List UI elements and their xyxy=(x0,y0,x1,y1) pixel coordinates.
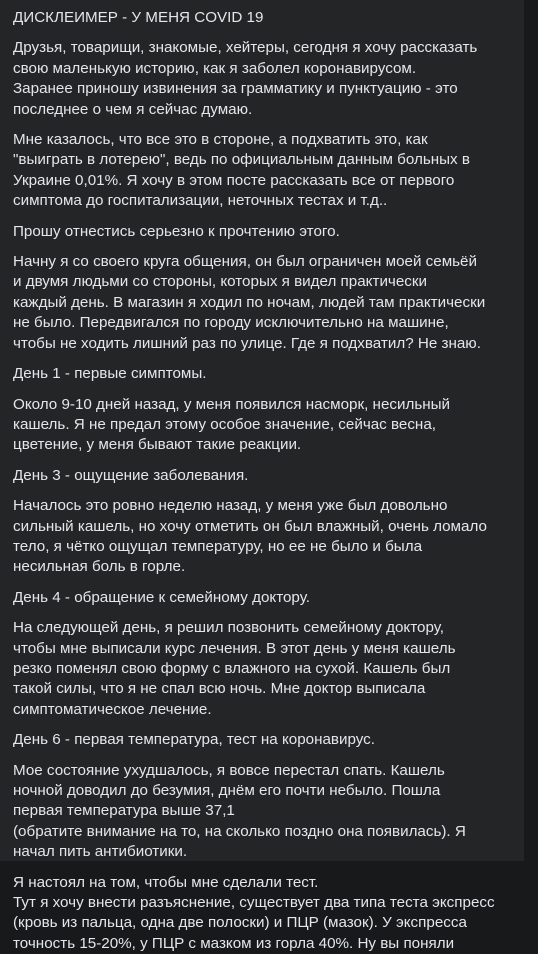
post-paragraph xyxy=(13,496,510,578)
post-text-line: Тут я хочу внести разъяснение, существует два типа теста экспресс xyxy=(13,894,495,912)
post-paragraphs xyxy=(13,38,510,954)
post-text-line: симптома до госпитализации, неточных тестах и т.д.. xyxy=(13,192,388,210)
post-paragraph xyxy=(13,38,510,120)
post-text-line: свою маленькую историю, как я заболел коронавирусом. xyxy=(13,59,417,77)
post-text-line: На следующей день, я решил позвонить семейному доктору, xyxy=(13,619,445,637)
post-paragraph xyxy=(13,252,510,354)
post-paragraph xyxy=(13,222,510,242)
post-text-line: "выиграть в лотерею", ведь по официальным данным больных в xyxy=(13,151,470,169)
post-text-line: Друзья, товарищи, знакомые, хейтеры, сегодня я хочу рассказать xyxy=(13,39,478,57)
post-text-line: точность 15-20%, у ПЦР с мазком из горла 40%. Ну вы поняли xyxy=(13,934,455,952)
post-text-line: День 3 - ощущение заболевания. xyxy=(13,466,249,484)
post-text-line: День 6 - первая температура, тест на коронавирус. xyxy=(13,731,375,749)
post-text-line: несильная боль в горле. xyxy=(13,558,186,576)
post-text-line: День 1 - первые симптомы. xyxy=(13,365,207,383)
post-text-line: кашель. Я не предал этому особое значение, сейчас весна, xyxy=(13,415,436,433)
post-text-line: (кровь из пальца, одна две полоски) и ПЦР (мазок). У экспресса xyxy=(13,914,467,932)
post-text-line: чтобы мне выписали курс лечения. В этот день у меня кашель xyxy=(13,639,456,657)
post-paragraph xyxy=(13,466,510,486)
post-text-line: симптоматическое лечение. xyxy=(13,700,212,718)
post-text-line: ночной доводил до безумия, днём его почти небыло. Пошла xyxy=(13,782,441,799)
post-paragraph xyxy=(13,618,510,720)
post-paragraph xyxy=(13,364,510,384)
post-paragraph xyxy=(13,395,510,456)
post-text-line: каждый день. В магазин я ходил по ночам, людей там практически xyxy=(13,293,486,311)
post-text-line: и двумя людьми со стороны, которых я видел практически xyxy=(13,273,428,291)
post-paragraph xyxy=(13,730,510,750)
post-text-line: не было. Передвигался по городу исключительно на машине, xyxy=(13,314,449,332)
post-text-line: Мое состояние ухудшалось, я вовсе перестал спать. Кашель xyxy=(13,761,445,779)
post-paragraph xyxy=(13,761,510,863)
post-text-line: первая температура выше 37,1 xyxy=(13,802,235,820)
post-text-line: резко поменял свою форму с влажного на сухой. Кашель был xyxy=(13,659,451,677)
post-text-line: такой силы, что я не спал всю ночь. Мне доктор выписала xyxy=(13,680,426,698)
post-paragraph xyxy=(13,130,510,212)
post-text-line: (обратите внимание на то, на сколько поздно она появилась). Я xyxy=(13,822,466,840)
page-scrollbar-track[interactable] xyxy=(524,0,538,861)
post-text-line: последнее о чем я сейчас думаю. xyxy=(13,100,253,118)
post-text-line: Украине 0,01%. Я хочу в этом посте рассказать все от первого xyxy=(13,171,455,189)
post-paragraph xyxy=(13,588,510,608)
post-text-line: День 4 - обращение к семейному доктору. xyxy=(13,588,311,606)
post-text-line: начал пить антибиотики. xyxy=(13,843,188,861)
post-text-line: Заранее приношу извинения за грамматику и пунктуацию - это xyxy=(13,80,458,98)
post-text-line: Началось это ровно неделю назад, у меня уже был довольно xyxy=(13,497,448,515)
post-text-line: Начну я со своего круга общения, он был ограничен моей семьёй xyxy=(13,253,477,271)
post-text-line: Я настоял на том, чтобы мне сделали тест. xyxy=(13,873,319,891)
post-title: ДИСКЛЕИМЕР - У МЕНЯ COVID 19 xyxy=(13,9,264,26)
post-text-line: тело, я чётко ощущал температуру, но ее не было и была xyxy=(13,537,423,555)
post-text-line: цветение, у меня бывают такие реакции. xyxy=(13,436,302,454)
post-text-line: сильный кашель, но хочу отметить он был влажный, очень ломало xyxy=(13,517,487,535)
post-paragraph xyxy=(13,873,510,954)
post-text-line: Прошу отнестись серьезно к прочтению этого. xyxy=(13,222,340,240)
post-text-line: Около 9-10 дней назад, у меня появился насморк, несильный xyxy=(13,395,451,413)
post-text-line: Мне казалось, что все это в стороне, а подхватить это, как xyxy=(13,131,428,149)
post-text-line: чтобы не ходить лишний раз по улице. Где я подхватил? Не знаю. xyxy=(13,334,481,352)
